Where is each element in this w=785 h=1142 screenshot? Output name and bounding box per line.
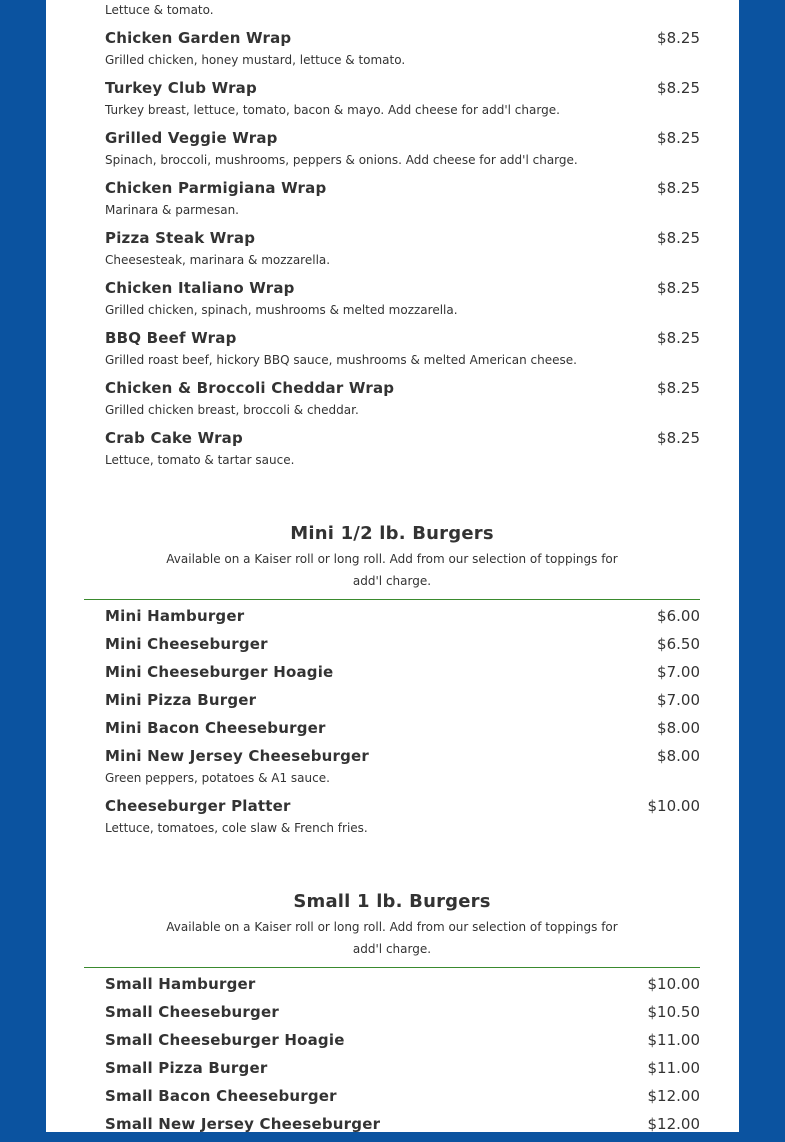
item-name: Mini Cheeseburger Hoagie: [105, 663, 334, 681]
item-description: Cheesesteak, marinara & mozzarella.: [105, 253, 331, 267]
item-name: Pizza Steak Wrap: [105, 229, 256, 247]
menu-page: [46, 0, 739, 1132]
menu-item: [105, 1030, 700, 1058]
item-price: $10.00: [647, 975, 700, 993]
menu-item: [105, 796, 700, 846]
item-price: $10.00: [647, 797, 700, 815]
section-divider: [84, 599, 700, 600]
menu-item: [105, 78, 700, 128]
menu-item: [105, 28, 700, 78]
section-header-mini-burgers: [84, 522, 700, 592]
section-title: Mini 1/2 lb. Burgers: [290, 523, 494, 544]
item-price: $6.50: [657, 635, 700, 653]
item-price: $6.00: [657, 607, 700, 625]
item-name: BBQ Beef Wrap: [105, 329, 237, 347]
item-price: $8.25: [657, 429, 700, 447]
menu-item: [105, 974, 700, 1002]
item-name: Mini New Jersey Cheeseburger: [105, 747, 370, 765]
mini-burgers-list: [105, 606, 700, 846]
item-price: $8.25: [657, 179, 700, 197]
item-name: Small Hamburger: [105, 975, 256, 993]
menu-item: [105, 634, 700, 662]
menu-item: [105, 228, 700, 278]
item-name: Mini Cheeseburger: [105, 635, 268, 653]
item-name: Grilled Veggie Wrap: [105, 129, 278, 147]
item-name: Small Cheeseburger: [105, 1003, 279, 1021]
menu-item: [105, 378, 700, 428]
wraps-list: [105, 28, 700, 478]
menu-item: [105, 662, 700, 690]
section-header-small-burgers: [84, 890, 700, 960]
item-description: Lettuce, tomato & tartar sauce.: [105, 453, 295, 467]
menu-item: [105, 128, 700, 178]
section-divider: [84, 967, 700, 968]
menu-item: [105, 690, 700, 718]
menu-item: [105, 1114, 700, 1142]
item-name: Chicken Parmigiana Wrap: [105, 179, 327, 197]
item-name: Small Cheeseburger Hoagie: [105, 1031, 345, 1049]
item-name: Chicken Italiano Wrap: [105, 279, 295, 297]
menu-item: [105, 1086, 700, 1114]
menu-item: [105, 178, 700, 228]
section-note: Available on a Kaiser roll or long roll. Add from our selection of toppings for add'l charge.: [166, 920, 618, 956]
menu-item: [105, 428, 700, 478]
item-price: $8.25: [657, 279, 700, 297]
item-price: $8.25: [657, 229, 700, 247]
item-name: Crab Cake Wrap: [105, 429, 243, 447]
item-description: Turkey breast, lettuce, tomato, bacon & mayo. Add cheese for add'l charge.: [105, 103, 560, 117]
item-name: Turkey Club Wrap: [105, 79, 257, 97]
section-note: Available on a Kaiser roll or long roll. Add from our selection of toppings for add'l charge.: [166, 552, 618, 588]
item-name: Small Pizza Burger: [105, 1059, 268, 1077]
menu-item: [105, 1002, 700, 1030]
item-description: Grilled roast beef, hickory BBQ sauce, mushrooms & melted American cheese.: [105, 353, 577, 367]
menu-item: [105, 1058, 700, 1086]
item-name: Small Bacon Cheeseburger: [105, 1087, 337, 1105]
item-price: $10.50: [647, 1003, 700, 1021]
item-price: $8.25: [657, 79, 700, 97]
item-description: Green peppers, potatoes & A1 sauce.: [105, 771, 330, 785]
item-price: $8.25: [657, 329, 700, 347]
menu-item: [105, 328, 700, 378]
item-name: Small New Jersey Cheeseburger: [105, 1115, 381, 1133]
item-description: Grilled chicken, spinach, mushrooms & melted mozzarella.: [105, 303, 458, 317]
item-name: Cheeseburger Platter: [105, 797, 291, 815]
item-name: Mini Pizza Burger: [105, 691, 257, 709]
item-name: Chicken & Broccoli Cheddar Wrap: [105, 379, 395, 397]
item-price: $11.00: [647, 1031, 700, 1049]
item-name: Mini Bacon Cheeseburger: [105, 719, 326, 737]
item-description: Grilled chicken breast, broccoli & cheddar.: [105, 403, 359, 417]
menu-item: [105, 746, 700, 796]
item-description: Grilled chicken, honey mustard, lettuce & tomato.: [105, 53, 406, 67]
menu-item: [105, 718, 700, 746]
item-price: $8.00: [657, 719, 700, 737]
item-price: $8.00: [657, 747, 700, 765]
item-price: $11.00: [647, 1059, 700, 1077]
item-description: Lettuce, tomatoes, cole slaw & French fries.: [105, 821, 368, 835]
item-description: Lettuce & tomato.: [105, 3, 214, 17]
small-burgers-list: [105, 974, 700, 1142]
item-price: $8.25: [657, 129, 700, 147]
menu-item: [105, 278, 700, 328]
item-price: $12.00: [647, 1115, 700, 1133]
item-price: $8.25: [657, 29, 700, 47]
item-price: $12.00: [647, 1087, 700, 1105]
menu-item: [105, 606, 700, 634]
item-price: $8.25: [657, 379, 700, 397]
section-title: Small 1 lb. Burgers: [293, 891, 491, 912]
item-name: Mini Hamburger: [105, 607, 245, 625]
item-description: Marinara & parmesan.: [105, 203, 239, 217]
item-price: $7.00: [657, 691, 700, 709]
item-description: Spinach, broccoli, mushrooms, peppers & onions. Add cheese for add'l charge.: [105, 153, 578, 167]
item-name: Chicken Garden Wrap: [105, 29, 292, 47]
item-price: $7.00: [657, 663, 700, 681]
